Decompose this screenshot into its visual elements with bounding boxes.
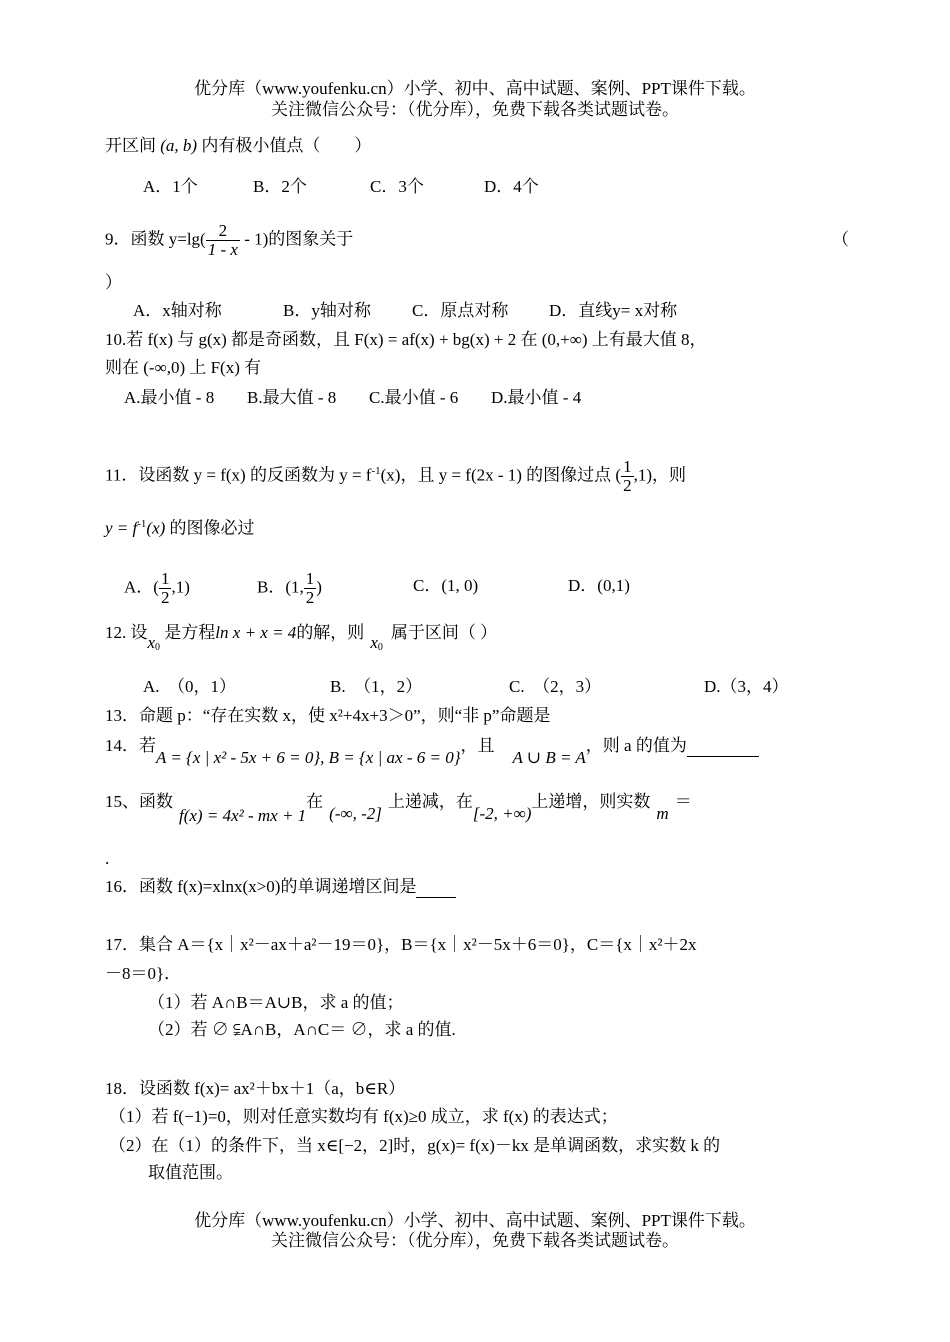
q11-opt-a-fraction bbox=[159, 570, 172, 607]
q12-text-c: 的解，则 bbox=[296, 623, 365, 642]
q10-line-2: 则在 (-∞,0) 上 F(x) 有 bbox=[105, 358, 262, 377]
q12-x0-sub: 0 bbox=[155, 642, 161, 654]
q11-opt-a-num: 1 bbox=[160, 569, 170, 588]
q18-part-2a: （2）在（1）的条件下，当 x∈[−2，2]时，g(x)= f(x)－kx 是单调函数，求实数 k 的 bbox=[109, 1136, 721, 1155]
q11-opt-a-label: A．( bbox=[124, 577, 159, 597]
q8-interval: (a, b) bbox=[160, 136, 198, 155]
q12-text-d: 属于区间（ ） bbox=[390, 623, 498, 642]
q14-text-c: ，则 a 的值为 bbox=[585, 736, 687, 755]
q12-option-b: B. （1，2） bbox=[330, 677, 423, 696]
q15-interval-2: [-2, +∞) bbox=[472, 804, 532, 823]
q9-paren-close: ） bbox=[105, 273, 122, 292]
q10-option-c: C.最小值 - 6 bbox=[369, 388, 459, 407]
q11-line2-sup: -1 bbox=[137, 518, 147, 530]
q10-option-a: A.最小值 - 8 bbox=[124, 388, 215, 407]
q11-line-2 bbox=[105, 513, 255, 540]
q9-fraction bbox=[206, 222, 240, 259]
q18-part-1: （1）若 f(−1)=0，则对任意实数均有 f(x)≥0 成立，求 f(x) 的表达式； bbox=[109, 1107, 618, 1126]
q12-text-b: 是方程 bbox=[160, 623, 216, 642]
q15-variable-m: m bbox=[656, 804, 669, 823]
footer-line-2: 关注微信公众号：（优分库），免费下载各类试题试卷。 bbox=[271, 1231, 679, 1250]
q9-prefix: 9．函数 y=lg( bbox=[105, 229, 206, 249]
q12-x0: x bbox=[147, 633, 156, 652]
q8-text-b: 内有极小值点（ ） bbox=[201, 136, 372, 155]
q11-point-den: 2 bbox=[623, 476, 632, 495]
q8-stem bbox=[105, 135, 371, 157]
q9-option-d: D．直线y= x对称 bbox=[549, 301, 678, 320]
q17-part-1: （1）若 A∩B＝A∪B，求 a 的值； bbox=[148, 993, 404, 1012]
q11-mid: (x)，且 y = f(2x - 1) 的图像过点 ( bbox=[380, 465, 622, 485]
q11-line2-c: 的图像必过 bbox=[165, 518, 255, 538]
q17-line-1: 17．集合 A＝{x｜x²－ax＋a²－19＝0}，B＝{x｜x²－5x＋6＝0}，C＝{x｜x²＋2x bbox=[105, 935, 697, 954]
q9-suffix: - 1)的图象关于 bbox=[239, 229, 354, 249]
header-line-2: 关注微信公众号：（优分库），免费下载各类试题试卷。 bbox=[271, 100, 679, 119]
q14-union: A ∪ B = A bbox=[512, 748, 586, 767]
q14-stem bbox=[105, 735, 759, 767]
q9-option-b: B．y轴对称 bbox=[283, 301, 371, 320]
q8-option-a: A．1个 bbox=[143, 177, 198, 196]
q11-inverse-sup: -1 bbox=[371, 464, 381, 477]
q12-stem bbox=[105, 622, 498, 654]
q16-text: 16．函数 f(x)=xlnx(x>0)的单调递增区间是 bbox=[105, 877, 417, 896]
q11-prefix: 11．设函数 y = f(x) 的反函数为 y = f bbox=[105, 465, 372, 485]
q11-opt-b-label: B．(1, bbox=[257, 577, 304, 597]
q8-option-d: D．4个 bbox=[484, 177, 539, 196]
q10-option-b: B.最大值 - 8 bbox=[247, 388, 337, 407]
q8-option-b: B．2个 bbox=[253, 177, 307, 196]
q11-line2-a: y = f bbox=[105, 518, 138, 538]
q11-stem bbox=[105, 458, 686, 495]
q12-x0-sub-repeat: 0 bbox=[377, 642, 383, 654]
q14-answer-blank[interactable] bbox=[687, 756, 759, 757]
q12-equation: ln x + x = 4 bbox=[215, 623, 297, 642]
footer-line-1: 优分库（www.youfenku.cn）小学、初中、高中试题、案例、PPT课件下载。 bbox=[194, 1211, 756, 1230]
q15-equals: ＝ bbox=[674, 792, 692, 811]
header-line-1: 优分库（www.youfenku.cn）小学、初中、高中试题、案例、PPT课件下载。 bbox=[194, 79, 756, 98]
q12-x0-repeat: x bbox=[370, 633, 378, 652]
q15-stem bbox=[105, 791, 692, 825]
q11-opt-b-end: ) bbox=[316, 577, 322, 597]
q9-option-a: A．x轴对称 bbox=[133, 301, 222, 320]
q15-text-d: 上递增，则实数 bbox=[531, 792, 651, 811]
q11-option-b bbox=[257, 570, 322, 607]
q14-text-b: ，且 bbox=[460, 736, 495, 755]
q15-text-b: 在 bbox=[306, 792, 324, 811]
q11-opt-b-num: 1 bbox=[305, 569, 315, 588]
q15-text-c: 上递减，在 bbox=[387, 792, 473, 811]
q12-option-a: A. （0，1） bbox=[143, 677, 237, 696]
q17-line-2: －8＝0}． bbox=[105, 964, 182, 983]
q11-point-num: 1 bbox=[623, 457, 632, 476]
q16-stem bbox=[105, 876, 456, 898]
q12-option-c: C. （2，3） bbox=[509, 677, 602, 696]
q11-option-c: C．(1, 0) bbox=[413, 576, 479, 595]
q11-opt-a-den: 2 bbox=[160, 588, 170, 607]
q11-option-a bbox=[124, 570, 190, 607]
q18-part-2b: 取值范围。 bbox=[148, 1163, 233, 1182]
q11-end: ,1)，则 bbox=[633, 465, 687, 485]
q14-text-a: 14．若 bbox=[105, 736, 156, 755]
q12-option-d: D.（3，4） bbox=[704, 677, 789, 696]
q15-function: f(x) = 4x² - mx + 1 bbox=[179, 806, 307, 825]
q9-option-c: C．原点对称 bbox=[412, 301, 509, 320]
q11-opt-b-fraction bbox=[304, 570, 317, 607]
q9-frac-num: 2 bbox=[206, 222, 240, 241]
q9-paren-open: （ bbox=[832, 230, 849, 249]
q15-text-a: 15、函数 bbox=[105, 792, 173, 811]
q15-dot: . bbox=[105, 849, 110, 868]
q9-frac-den: 1 - x bbox=[207, 240, 238, 259]
q15-interval-1: (-∞, -2] bbox=[329, 804, 382, 823]
q10-line-1: 10.若 f(x) 与 g(x) 都是奇函数，且 F(x) = af(x) + bg(x) + 2 在 (0,+∞) 上有最大值 8， bbox=[105, 330, 707, 349]
q12-text-a: 12. 设 bbox=[105, 623, 148, 642]
q10-option-d: D.最小值 - 4 bbox=[491, 388, 582, 407]
q11-point-fraction bbox=[621, 458, 634, 495]
q18-line-1: 18．设函数 f(x)= ax²＋bx＋1（a，b∈R） bbox=[105, 1079, 406, 1098]
q8-text-a: 开区间 bbox=[105, 136, 156, 155]
q13-stem: 13．命题 p：“存在实数 x，使 x²+4x+3＞0”，则“非 p”命题是 bbox=[105, 706, 551, 725]
q11-option-d: D．(0,1) bbox=[568, 576, 630, 595]
q11-line2-b: (x) bbox=[146, 518, 166, 538]
q14-sets: A = {x | x² - 5x + 6 = 0}, B = {x | ax - 6 = 0} bbox=[156, 748, 461, 767]
q16-answer-blank[interactable] bbox=[416, 897, 456, 898]
q9-stem bbox=[105, 222, 353, 259]
q17-part-2: （2）若 ∅ ⫋A∩B，A∩C＝ ∅，求 a 的值. bbox=[148, 1020, 456, 1039]
q8-option-c: C．3个 bbox=[370, 177, 424, 196]
q11-opt-b-den: 2 bbox=[305, 588, 315, 607]
q11-opt-a-end: ,1) bbox=[171, 577, 190, 597]
